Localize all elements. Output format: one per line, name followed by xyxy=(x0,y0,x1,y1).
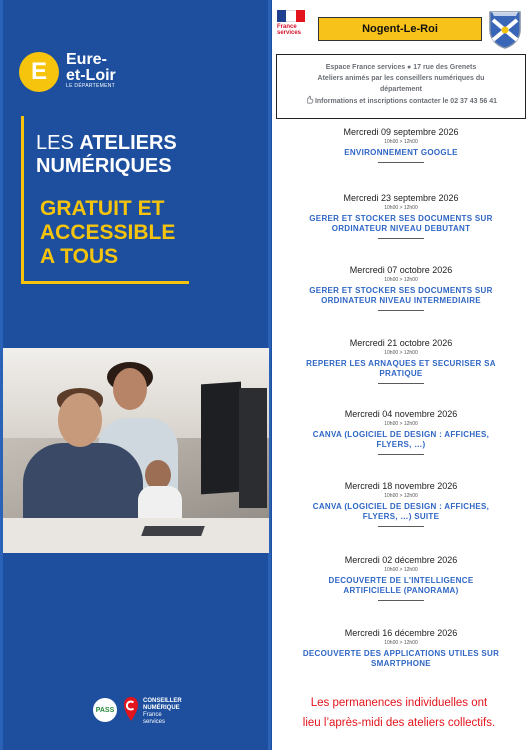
session-time: 10h00 > 12h00 xyxy=(384,493,418,499)
town-name: Nogent-Le-Roi xyxy=(362,23,438,35)
session-topic-line2: FLYERS, …) SUITE xyxy=(362,512,440,521)
session-date: Mercredi 16 décembre 2026 xyxy=(344,628,458,638)
cn-line4: services xyxy=(143,719,166,725)
session-time: 10h00 > 12h00 xyxy=(384,139,418,145)
session-topic-line2: PRATIQUE xyxy=(379,369,423,378)
footer-line1: Les permanences individuelles ont xyxy=(310,697,488,709)
fs-logo-name xyxy=(277,24,301,36)
info-box xyxy=(276,54,526,119)
session-date: Mercredi 21 octobre 2026 xyxy=(349,338,453,348)
session-separator xyxy=(378,310,424,311)
session-date: Mercredi 04 novembre 2026 xyxy=(344,409,458,419)
session-time: 10h00 > 12h00 xyxy=(384,640,418,646)
list-item xyxy=(276,555,526,601)
session-time: 10h00 > 12h00 xyxy=(384,421,418,427)
session-topic-line2: ORDINATEUR NIVEAU INTERMEDIAIRE xyxy=(321,296,481,305)
list-item xyxy=(276,193,526,239)
session-date: Mercredi 18 novembre 2026 xyxy=(344,481,458,491)
info-animators-line1: Ateliers animés par les conseillers numériques du xyxy=(317,75,485,82)
logo-name xyxy=(66,52,116,84)
title-prefix: LES xyxy=(36,132,80,154)
session-topic: CANVA (LOGICIEL DE DESIGN : AFFICHES, xyxy=(312,502,490,511)
hand-pointer-icon xyxy=(305,95,314,104)
list-item xyxy=(276,628,526,669)
session-separator xyxy=(378,600,424,601)
session-separator xyxy=(378,238,424,239)
cn-line2: NUMÉRIQUE xyxy=(143,705,180,711)
eure-et-loir-logo-icon xyxy=(19,52,59,92)
logo-mark: E xyxy=(30,58,47,85)
info-contact xyxy=(277,95,525,107)
fs-logo-line2: services xyxy=(277,30,302,36)
list-item xyxy=(276,127,526,163)
conseiller-numerique-label xyxy=(143,698,182,726)
headline-line2: ACCESSIBLE xyxy=(40,221,176,244)
frame-line xyxy=(21,116,24,284)
session-topic: ENVIRONNEMENT GOOGLE xyxy=(344,148,458,157)
cn-line1: CONSEILLER xyxy=(143,698,182,704)
fs-logo-line1: France xyxy=(277,24,297,30)
workshop-photo xyxy=(3,348,269,553)
title-word-ateliers: ATELIERS xyxy=(79,132,177,154)
session-topic: GERER ET STOCKER SES DOCUMENTS SUR xyxy=(309,286,493,295)
logo-name-line1: Eure- xyxy=(66,51,107,68)
session-separator xyxy=(378,162,424,163)
session-date: Mercredi 23 septembre 2026 xyxy=(343,193,459,203)
session-date: Mercredi 09 septembre 2026 xyxy=(343,127,459,137)
town-crest-icon xyxy=(488,10,522,50)
info-contact-text: Informations et inscriptions contacter le 02 37 43 56 41 xyxy=(314,98,498,105)
info-animators-line2: département xyxy=(379,86,422,93)
session-separator xyxy=(378,454,424,455)
list-item xyxy=(276,265,526,311)
badge-text: PASS xyxy=(95,706,115,714)
session-date: Mercredi 07 octobre 2026 xyxy=(349,265,453,275)
session-topic-line2: ORDINATEUR NIVEAU DEBUTANT xyxy=(331,224,471,233)
footer-line2: lieu l’après-midi des ateliers collectifs. xyxy=(302,717,496,729)
cn-line3: France xyxy=(143,712,162,718)
headline xyxy=(40,197,175,269)
title-word-numeriques: NUMÉRIQUES xyxy=(36,155,172,177)
list-item xyxy=(276,481,526,527)
headline-line3: A TOUS xyxy=(40,245,119,268)
town-banner xyxy=(318,17,482,41)
conseiller-numerique-icon xyxy=(123,696,139,722)
session-date: Mercredi 02 décembre 2026 xyxy=(344,555,458,565)
partner-badge-icon xyxy=(93,698,117,722)
french-flag-icon xyxy=(277,10,305,22)
session-time: 10h00 > 12h00 xyxy=(384,567,418,573)
session-separator xyxy=(378,383,424,384)
logo-subtitle: LE DÉPARTEMENT xyxy=(66,83,116,89)
session-topic: REPERER LES ARNAQUES ET SECURISER SA xyxy=(306,359,496,368)
session-topic-line2: FLYERS, …) xyxy=(376,440,426,449)
session-time: 10h00 > 12h00 xyxy=(384,350,418,356)
list-item xyxy=(276,338,526,384)
list-item xyxy=(276,409,526,455)
footer-note xyxy=(270,693,528,733)
session-separator xyxy=(378,526,424,527)
logo-name-line2: et-Loir xyxy=(66,67,116,84)
session-time: 10h00 > 12h00 xyxy=(384,205,418,211)
session-time: 10h00 > 12h00 xyxy=(384,277,418,283)
session-topic-line2: SMARTPHONE xyxy=(371,659,431,668)
session-topic: DECOUVERTE DES APPLICATIONS UTILES SUR xyxy=(302,649,500,658)
headline-line1: GRATUIT ET xyxy=(40,197,165,220)
info-address: Espace France services ● 17 rue des Grenets xyxy=(325,64,477,71)
session-topic: GERER ET STOCKER SES DOCUMENTS SUR xyxy=(309,214,493,223)
session-topic: CANVA (LOGICIEL DE DESIGN : AFFICHES, xyxy=(312,430,490,439)
france-services-logo-icon xyxy=(276,10,310,48)
session-topic: DECOUVERTE DE L'INTELLIGENCE xyxy=(328,576,474,585)
frame-line xyxy=(21,281,189,284)
session-topic-line2: ARTIFICIELLE (PANORAMA) xyxy=(343,586,459,595)
page-title xyxy=(36,132,177,178)
